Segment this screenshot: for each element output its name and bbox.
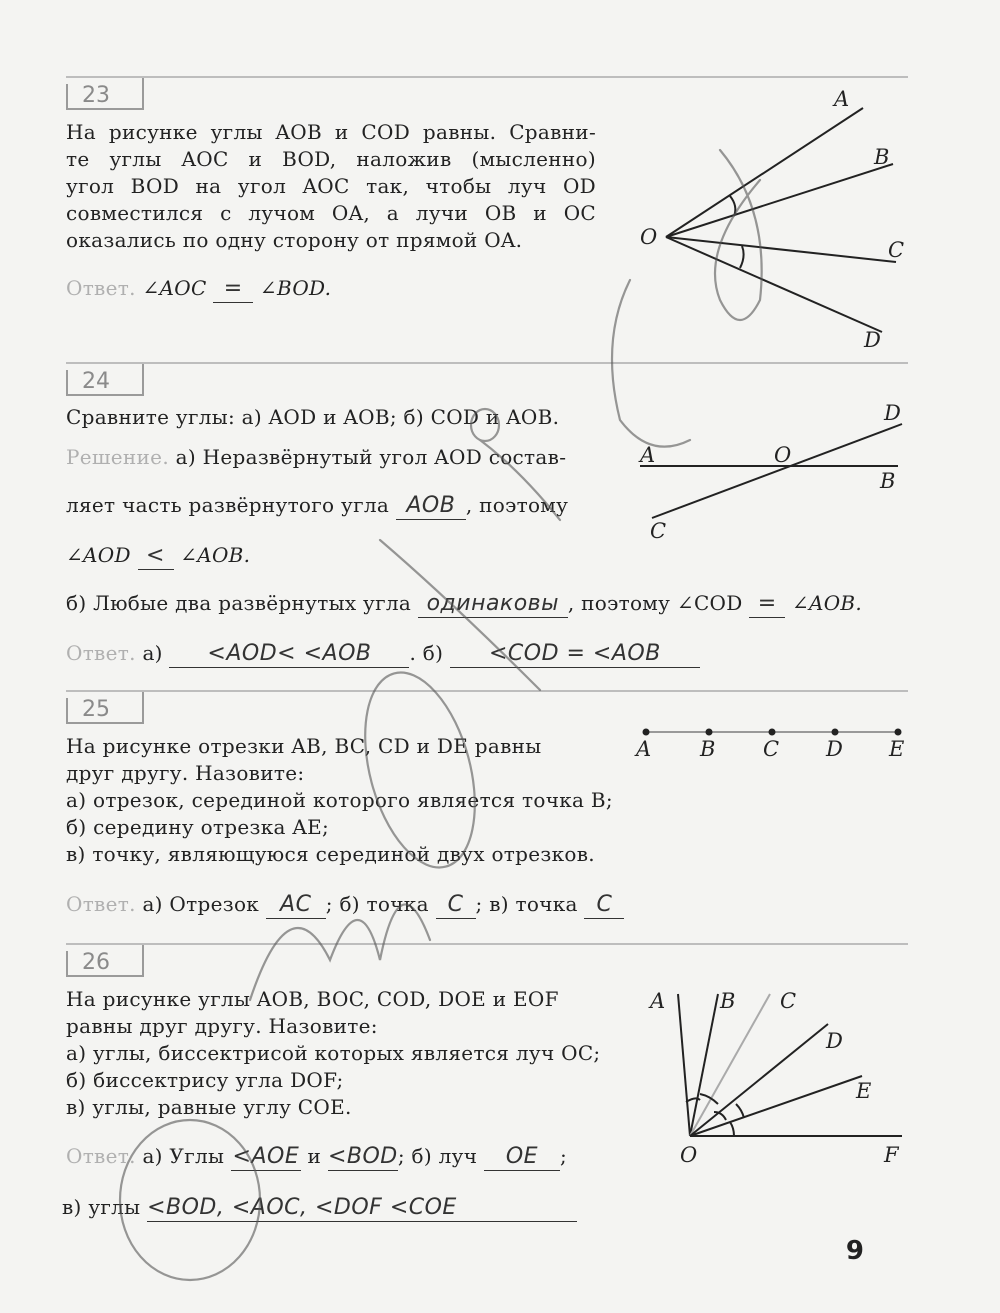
task23-line: угол BOD на угол AOC так, чтобы луч OD [66, 174, 596, 198]
ray-oc [690, 994, 770, 1136]
answer-a-fill2[interactable]: <BOD [327, 1144, 398, 1169]
task24-question: Сравните углы: а) AOD и AOB; б) COD и AOB. [66, 405, 560, 429]
answer-label: Ответ. [66, 276, 136, 300]
answer-a: а) Отрезок [142, 892, 260, 916]
figure-24 [630, 400, 920, 550]
solution-line2-b: , поэтому [465, 493, 569, 517]
figure-26 [640, 980, 920, 1180]
answer-a: а) [142, 641, 163, 665]
label-f: F [884, 1143, 899, 1167]
solution-line3-fill[interactable]: < [138, 542, 174, 570]
label-c: C [888, 238, 905, 262]
figure-25 [630, 718, 920, 768]
solution-line4-c: ∠AOB. [791, 591, 863, 615]
solution-line2-fill[interactable]: AOB [396, 492, 466, 520]
task25-answer [66, 891, 624, 919]
answer-c-fill[interactable]: C [584, 891, 624, 919]
task26-text [66, 986, 626, 1121]
solution-line4-fill2[interactable]: = [749, 590, 785, 618]
ray-oc [666, 237, 896, 262]
label-a: A [640, 443, 656, 467]
answer-label: Ответ. [66, 892, 136, 916]
answer-c: в) углы [62, 1195, 141, 1219]
answer-b-fill[interactable]: OE [484, 1143, 560, 1171]
task-number-23: 23 [66, 84, 144, 110]
task-number-26: 26 [66, 951, 144, 977]
task23-line: совместился с лучом OA, а лучи OB и OC [66, 201, 596, 225]
label-o: O [774, 443, 792, 467]
point-e [895, 729, 902, 736]
answer-right: ∠BOD. [259, 276, 332, 300]
label-b: B [880, 469, 896, 493]
answer-c: ; в) точка [475, 892, 578, 916]
answer-label: Ответ. [66, 1144, 136, 1168]
answer-b-end: ; [559, 1144, 567, 1168]
answer-and: и [307, 1144, 322, 1168]
label-a: A [650, 989, 666, 1013]
task23-answer [66, 275, 331, 303]
task26-line: а) углы, биссектрисой которых является луч OC; [66, 1041, 601, 1065]
divider-26 [66, 943, 908, 945]
task25-line: На рисунке отрезки AB, BC, CD и DE равны [66, 734, 542, 758]
arc-cod [740, 246, 744, 268]
divider-23 [66, 76, 908, 78]
label-e: E [889, 737, 905, 761]
task25-line: в) точку, являющуюся серединой двух отрезков. [66, 842, 595, 866]
label-b: B [874, 145, 890, 169]
task24-solution-4 [66, 590, 862, 618]
answer-b: . б) [409, 641, 444, 665]
task25-text [66, 733, 666, 868]
label-d: D [864, 328, 881, 352]
task-number-25: 25 [66, 698, 144, 724]
answer-c-fill[interactable]: <BOD, <AOC, <DOF <COE [147, 1194, 577, 1222]
label-c: C [650, 519, 667, 543]
page-number: 9 [845, 1236, 864, 1266]
solution-line4-fill[interactable]: одинаковы [418, 590, 568, 618]
point-b [706, 729, 713, 736]
task26-answer-2 [62, 1194, 577, 1222]
label-b: B [720, 989, 736, 1013]
task26-line: б) биссектрису угла DOF; [66, 1068, 344, 1092]
ray-od [690, 1024, 828, 1136]
ray-oa [666, 108, 863, 237]
ray-oa [678, 994, 690, 1136]
task24-solution-3 [66, 542, 250, 570]
answer-b: ; б) точка [325, 892, 429, 916]
label-b: B [700, 737, 716, 761]
point-c [769, 729, 776, 736]
arc-eof [730, 1122, 734, 1136]
answer-label: Ответ. [66, 641, 136, 665]
task24-answer [66, 640, 700, 668]
label-a: A [834, 87, 850, 111]
label-d: D [826, 737, 843, 761]
task-number-24: 24 [66, 370, 144, 396]
solution-line3-a: ∠AOD [66, 543, 131, 567]
solution-line4-a: б) Любые два развёрнутых угла [66, 591, 412, 615]
label-a: A [636, 737, 652, 761]
answer-b: ; б) луч [397, 1144, 478, 1168]
label-o: O [680, 1143, 698, 1167]
solution-line2-a: ляет часть развёрнутого угла [66, 493, 390, 517]
task24-solution-1 [66, 444, 606, 471]
solution-line4-b: , поэтому ∠COD [567, 591, 743, 615]
answer-b-fill[interactable]: <COD = <AOB [450, 640, 700, 668]
answer-a-fill1[interactable]: <AOE [232, 1144, 300, 1169]
solution-label: Решение. [66, 445, 169, 469]
task24-solution-2 [66, 492, 606, 520]
ray-od [666, 237, 882, 332]
solution-line1: а) Неразвёрнутый угол AOD состав- [175, 445, 567, 469]
point-a [643, 729, 650, 736]
figure-23 [620, 80, 920, 360]
answer-a: а) Углы [142, 1144, 225, 1168]
task23-line: На рисунке углы AOB и COD равны. Сравни- [66, 120, 596, 144]
ray-ob [690, 994, 718, 1136]
task26-line: равны друг другу. Назовите: [66, 1014, 378, 1038]
task25-line: б) середину отрезка AE; [66, 815, 330, 839]
answer-a-fill[interactable]: AC [266, 891, 326, 919]
arc-aob [730, 196, 735, 216]
point-d [832, 729, 839, 736]
task23-line: те углы AOC и BOD, наложив (мысленно) [66, 147, 596, 171]
task23-text [66, 119, 596, 254]
solution-line3-b: ∠AOB. [180, 543, 251, 567]
line-cd [652, 424, 902, 518]
task25-line: а) отрезок, серединой которого является точка B; [66, 788, 613, 812]
ray-oe [690, 1076, 862, 1136]
divider-24 [66, 362, 908, 364]
answer-fill[interactable]: = [213, 275, 253, 303]
answer-a-fill[interactable]: <AOD< <AOB [169, 640, 409, 668]
arc-doe [736, 1104, 744, 1118]
task26-line: На рисунке углы AOB, BOC, COD, DOE и EOF [66, 987, 559, 1011]
label-c: C [780, 989, 797, 1013]
divider-25 [66, 690, 908, 692]
task26-answer-1 [66, 1143, 567, 1171]
task23-line: оказались по одну сторону от прямой OA. [66, 228, 523, 252]
label-c: C [763, 737, 780, 761]
label-e: E [856, 1079, 872, 1103]
answer-b-fill[interactable]: C [436, 891, 476, 919]
task25-line: друг другу. Назовите: [66, 761, 305, 785]
answer-left: ∠AOC [142, 276, 207, 300]
task26-line: в) углы, равные углу COE. [66, 1095, 352, 1119]
label-d: D [884, 401, 901, 425]
ray-ob [666, 164, 893, 237]
label-o: O [640, 225, 658, 249]
label-d: D [826, 1029, 843, 1053]
